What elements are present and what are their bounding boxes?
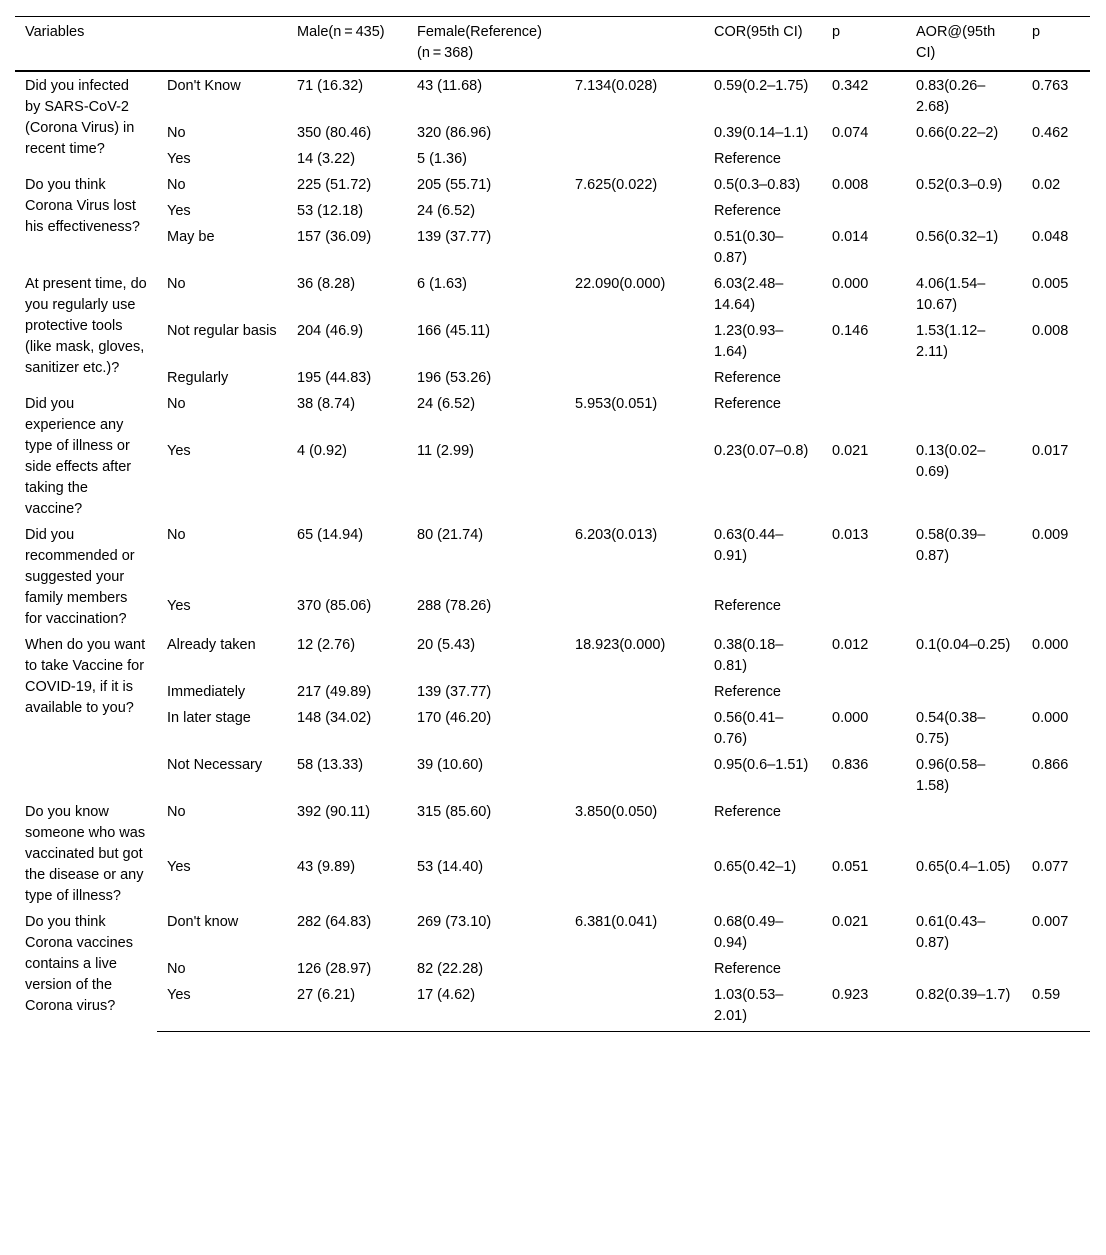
results-table <box>15 16 1090 1032</box>
category-cell: Immediately <box>167 684 246 700</box>
cor-p-cell <box>822 678 906 704</box>
aor-cell <box>906 678 1022 704</box>
male-cell: 370 (85.06) <box>297 597 372 614</box>
cor-p-cell: 0.000 <box>832 710 869 726</box>
male-cell: 148 (34.02) <box>297 710 372 726</box>
chi-square-cell <box>565 981 704 1032</box>
table-row <box>15 171 1090 197</box>
aor-p-cell <box>1022 197 1090 223</box>
category-cell: No <box>167 276 186 292</box>
table-row <box>15 521 1090 592</box>
cor-p-cell: 0.836 <box>832 757 869 773</box>
cor-cell: Reference <box>714 597 781 614</box>
table-body <box>15 71 1090 1032</box>
table-row <box>15 223 1090 270</box>
question-cell: Did you recommended or suggested your family members for vaccination? <box>25 527 135 627</box>
cor-cell: 0.56(0.41–0.76) <box>714 710 784 747</box>
aor-cell: 0.66(0.22–2) <box>916 125 999 141</box>
aor-p-cell: 0.000 <box>1032 710 1069 726</box>
category-cell: Already taken <box>167 637 256 653</box>
aor-p-cell: 0.017 <box>1032 442 1069 459</box>
cor-p-cell <box>822 145 906 171</box>
table-row <box>15 592 1090 631</box>
header-aor-p: p <box>1022 17 1090 72</box>
category-cell: In later stage <box>167 710 251 726</box>
chi-square-cell <box>565 223 704 270</box>
cor-p-cell: 0.342 <box>832 78 869 94</box>
chi-square-cell: 7.134(0.028) <box>575 78 658 94</box>
aor-cell: 0.65(0.4–1.05) <box>916 859 1011 875</box>
aor-p-cell: 0.866 <box>1032 757 1069 773</box>
header-row <box>15 17 1090 72</box>
table-row <box>15 955 1090 981</box>
table-row <box>15 119 1090 145</box>
cor-cell: Reference <box>714 396 781 412</box>
category-cell: Don't know <box>167 914 239 930</box>
cor-p-cell: 0.051 <box>832 859 869 875</box>
female-cell: 20 (5.43) <box>417 637 476 653</box>
cor-cell: 0.39(0.14–1.1) <box>714 125 809 141</box>
male-cell: 12 (2.76) <box>297 637 356 653</box>
aor-p-cell <box>1022 678 1090 704</box>
female-cell: 11 (2.99) <box>417 442 474 459</box>
header-male: Male(n = 435) <box>287 17 407 72</box>
aor-cell: 0.82(0.39–1.7) <box>906 981 1022 1032</box>
category-cell: Not Necessary <box>167 757 263 773</box>
cor-p-cell <box>822 955 906 981</box>
female-cell: 5 (1.36) <box>417 151 467 167</box>
cor-cell: 0.59(0.2–1.75) <box>714 78 809 94</box>
female-cell: 39 (10.60) <box>417 757 484 773</box>
cor-cell: 6.03(2.48–14.64) <box>714 276 784 313</box>
male-cell: 65 (14.94) <box>297 527 364 543</box>
aor-cell <box>906 197 1022 223</box>
aor-p-cell: 0.009 <box>1032 527 1069 543</box>
cor-cell: Reference <box>714 203 781 219</box>
aor-cell <box>906 145 1022 171</box>
table-row <box>15 751 1090 798</box>
male-cell: 71 (16.32) <box>297 78 364 94</box>
cor-p-cell: 0.074 <box>832 125 869 141</box>
female-cell: 315 (85.60) <box>417 804 492 820</box>
aor-cell: 4.06(1.54–10.67) <box>916 276 986 313</box>
male-cell: 217 (49.89) <box>297 684 372 700</box>
cor-p-cell <box>822 798 906 853</box>
header-chi-square <box>565 17 704 72</box>
table-row <box>15 798 1090 853</box>
cor-cell: 0.23(0.07–0.8) <box>714 442 809 459</box>
table-row <box>15 908 1090 955</box>
table-row <box>15 390 1090 437</box>
question-cell: Do you know someone who was vaccinated but got the disease or any type of illness? <box>25 804 146 904</box>
question-cell: Do you think Corona Virus lost his effectiveness? <box>25 177 140 235</box>
aor-p-cell: 0.59 <box>1022 981 1090 1032</box>
male-cell: 53 (12.18) <box>297 203 364 219</box>
cor-p-cell: 0.021 <box>832 442 869 459</box>
table-row <box>15 71 1090 119</box>
female-cell: 43 (11.68) <box>417 78 483 94</box>
category-cell: No <box>167 961 186 977</box>
table-row <box>15 145 1090 171</box>
male-cell: 4 (0.92) <box>297 442 347 459</box>
cor-p-cell: 0.013 <box>832 527 869 543</box>
aor-p-cell: 0.008 <box>1032 323 1069 339</box>
cor-cell: Reference <box>714 804 781 820</box>
cor-cell: 1.23(0.93–1.64) <box>714 323 784 360</box>
aor-p-cell: 0.007 <box>1032 914 1069 930</box>
cor-p-cell: 0.000 <box>832 276 869 292</box>
aor-cell: 1.53(1.12–2.11) <box>916 323 986 360</box>
question-cell: Do you think Corona vaccines contains a live version of the Corona virus? <box>25 914 133 1014</box>
aor-p-cell: 0.000 <box>1032 637 1069 653</box>
header-cor-p: p <box>822 17 906 72</box>
table-row <box>15 437 1090 521</box>
table-row <box>15 704 1090 751</box>
category-cell: No <box>167 527 186 543</box>
cor-p-cell: 0.014 <box>832 229 869 245</box>
female-cell: 288 (78.26) <box>417 597 492 614</box>
female-cell: 139 (37.77) <box>417 229 492 245</box>
chi-square-cell <box>565 364 704 390</box>
female-cell: 205 (55.71) <box>417 177 492 193</box>
aor-cell <box>906 390 1022 437</box>
female-cell: 80 (21.74) <box>417 527 484 543</box>
male-cell: 157 (36.09) <box>297 229 372 245</box>
table-row <box>15 197 1090 223</box>
aor-cell: 0.54(0.38–0.75) <box>916 710 986 747</box>
aor-cell: 0.96(0.58–1.58) <box>916 757 986 794</box>
aor-cell: 0.13(0.02–0.69) <box>916 442 986 480</box>
male-cell: 36 (8.28) <box>297 276 356 292</box>
category-cell: Regularly <box>167 370 229 386</box>
male-cell: 204 (46.9) <box>297 323 364 339</box>
aor-cell <box>906 955 1022 981</box>
chi-square-cell: 22.090(0.000) <box>575 276 666 292</box>
chi-square-cell <box>565 592 704 631</box>
category-cell: No <box>167 396 186 412</box>
question-cell: At present time, do you regularly use protective tools (like mask, gloves, sanitizer etc.)? <box>25 276 147 376</box>
chi-square-cell <box>565 145 704 171</box>
female-cell: 166 (45.11) <box>417 323 491 339</box>
cor-cell: 0.38(0.18–0.81) <box>714 637 784 674</box>
female-cell: 139 (37.77) <box>417 684 492 700</box>
aor-p-cell <box>1022 390 1090 437</box>
female-cell: 170 (46.20) <box>417 710 492 726</box>
cor-cell: 0.63(0.44–0.91) <box>714 527 784 564</box>
aor-p-cell <box>1022 592 1090 631</box>
female-cell: 53 (14.40) <box>417 859 484 875</box>
table-row <box>15 981 1090 1032</box>
category-cell: No <box>167 804 186 820</box>
category-cell: Yes <box>167 597 191 614</box>
female-cell: 6 (1.63) <box>417 276 467 292</box>
chi-square-cell: 5.953(0.051) <box>575 396 658 412</box>
category-cell: Not regular basis <box>167 323 277 339</box>
aor-cell: 0.83(0.26–2.68) <box>916 78 986 115</box>
aor-cell <box>906 798 1022 853</box>
aor-cell <box>906 592 1022 631</box>
header-aor: AOR@(95th CI) <box>906 17 1022 72</box>
male-cell: 350 (80.46) <box>297 125 372 141</box>
female-cell: 24 (6.52) <box>417 396 476 412</box>
cor-cell: 0.95(0.6–1.51) <box>714 757 809 773</box>
aor-cell: 0.61(0.43–0.87) <box>916 914 986 951</box>
male-cell: 282 (64.83) <box>297 914 372 930</box>
category-cell: Don't Know <box>167 78 241 94</box>
cor-cell: 0.65(0.42–1) <box>714 859 797 875</box>
aor-cell: 0.1(0.04–0.25) <box>916 637 1011 653</box>
table-row <box>15 853 1090 908</box>
category-cell: May be <box>167 229 215 245</box>
table-row <box>15 364 1090 390</box>
cor-cell: Reference <box>714 151 781 167</box>
male-cell: 126 (28.97) <box>297 961 372 977</box>
table-row <box>15 631 1090 678</box>
cor-p-cell: 0.923 <box>822 981 906 1032</box>
chi-square-cell <box>565 317 704 364</box>
male-cell: 195 (44.83) <box>297 370 372 386</box>
table-row <box>15 678 1090 704</box>
chi-square-cell <box>565 704 704 751</box>
chi-square-cell <box>565 437 704 521</box>
header-variables: Variables <box>15 17 157 72</box>
question-cell: Did you experience any type of illness or side effects after taking the vaccine? <box>25 396 132 517</box>
aor-cell: 0.58(0.39–0.87) <box>916 527 986 564</box>
chi-square-cell: 3.850(0.050) <box>575 804 658 820</box>
cor-cell: 0.68(0.49–0.94) <box>714 914 784 951</box>
category-cell: No <box>167 125 186 141</box>
aor-p-cell <box>1022 955 1090 981</box>
male-cell: 14 (3.22) <box>297 151 356 167</box>
female-cell: 320 (86.96) <box>417 125 492 141</box>
chi-square-cell <box>565 197 704 223</box>
category-cell: Yes <box>167 203 191 219</box>
cor-cell: 0.51(0.30–0.87) <box>714 229 784 266</box>
female-cell: 24 (6.52) <box>417 203 476 219</box>
category-cell: Yes <box>167 859 191 875</box>
question-cell: When do you want to take Vaccine for COVID-19, if it is available to you? <box>25 637 146 716</box>
cor-cell: Reference <box>714 370 781 386</box>
male-cell: 225 (51.72) <box>297 177 372 193</box>
aor-p-cell: 0.077 <box>1032 859 1069 875</box>
header-cor: COR(95th CI) <box>704 17 822 72</box>
aor-p-cell: 0.005 <box>1032 276 1069 292</box>
category-cell: Yes <box>167 151 191 167</box>
female-cell: 196 (53.26) <box>417 370 492 386</box>
aor-p-cell: 0.02 <box>1032 177 1061 193</box>
female-cell: 17 (4.62) <box>407 981 565 1032</box>
chi-square-cell: 6.203(0.013) <box>575 527 658 543</box>
cor-cell: Reference <box>714 684 781 700</box>
cor-p-cell: 0.021 <box>832 914 869 930</box>
male-cell: 392 (90.11) <box>297 804 371 820</box>
chi-square-cell <box>565 751 704 798</box>
male-cell: 43 (9.89) <box>297 859 356 875</box>
category-cell: Yes <box>167 442 191 459</box>
cor-cell: 1.03(0.53–2.01) <box>704 981 822 1032</box>
chi-square-cell: 6.381(0.041) <box>575 914 658 930</box>
cor-p-cell: 0.012 <box>832 637 869 653</box>
cor-p-cell <box>822 592 906 631</box>
chi-square-cell <box>565 119 704 145</box>
aor-p-cell <box>1022 798 1090 853</box>
category-cell: No <box>167 177 186 193</box>
female-cell: 269 (73.10) <box>417 914 492 930</box>
aor-p-cell <box>1022 364 1090 390</box>
aor-p-cell: 0.462 <box>1032 125 1069 141</box>
cor-p-cell <box>822 197 906 223</box>
question-cell: Did you infected by SARS-CoV-2 (Corona Virus) in recent time? <box>25 78 135 157</box>
male-cell: 38 (8.74) <box>297 396 356 412</box>
cor-cell: 0.5(0.3–0.83) <box>714 177 801 193</box>
aor-p-cell <box>1022 145 1090 171</box>
aor-p-cell: 0.763 <box>1032 78 1069 94</box>
category-cell: Yes <box>157 981 287 1032</box>
table-row <box>15 270 1090 317</box>
aor-p-cell: 0.048 <box>1032 229 1069 245</box>
chi-square-cell: 7.625(0.022) <box>575 177 658 193</box>
aor-cell: 0.52(0.3–0.9) <box>916 177 1003 193</box>
cor-p-cell <box>822 390 906 437</box>
chi-square-cell <box>565 955 704 981</box>
cor-p-cell <box>822 364 906 390</box>
header-female: Female(Reference) (n = 368) <box>407 17 565 72</box>
female-cell: 82 (22.28) <box>417 961 484 977</box>
cor-cell: Reference <box>714 961 781 977</box>
aor-cell: 0.56(0.32–1) <box>916 229 999 245</box>
chi-square-cell <box>565 678 704 704</box>
male-cell: 27 (6.21) <box>287 981 407 1032</box>
table-row <box>15 317 1090 364</box>
cor-p-cell: 0.008 <box>832 177 869 193</box>
chi-square-cell: 18.923(0.000) <box>575 637 666 653</box>
chi-square-cell <box>565 853 704 908</box>
male-cell: 58 (13.33) <box>297 757 364 773</box>
header-category <box>157 17 287 72</box>
aor-cell <box>906 364 1022 390</box>
cor-p-cell: 0.146 <box>832 323 869 339</box>
